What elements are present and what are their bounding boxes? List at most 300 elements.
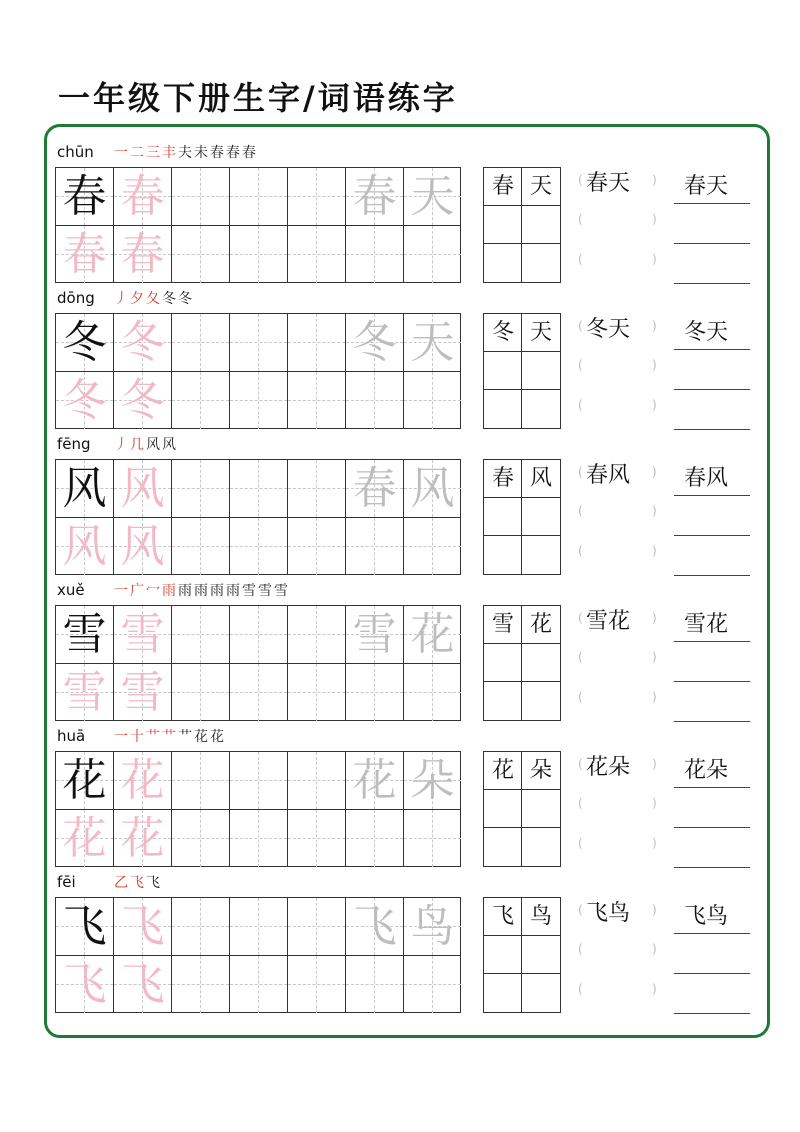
writing-cell[interactable] (172, 810, 230, 867)
word-cell[interactable] (522, 206, 560, 244)
stroke-step: 丿 (114, 291, 130, 307)
close-paren: ) (652, 836, 657, 850)
stroke-step: 几 (130, 437, 146, 453)
writing-cell[interactable] (172, 606, 230, 664)
writing-cell[interactable] (346, 460, 404, 518)
close-paren: ) (652, 757, 657, 771)
practice-row-3 (0, 581, 800, 727)
underlined-word: 冬天 (684, 320, 729, 345)
close-paren: ) (652, 212, 657, 226)
trace-character: 风 (120, 463, 165, 514)
writing-line[interactable] (674, 495, 750, 496)
open-paren: ( (578, 212, 583, 226)
trace-character: 风 (120, 521, 165, 572)
writing-cell[interactable] (114, 460, 172, 518)
stroke-step: 冬 (178, 291, 194, 307)
word-box-character: 春 (491, 466, 514, 491)
open-paren: ( (578, 465, 583, 479)
writing-cell[interactable] (56, 168, 114, 226)
writing-cell[interactable] (230, 314, 288, 372)
trace-character: 飞 (62, 959, 107, 1010)
stroke-step: 未 (194, 145, 210, 161)
practice-row-4 (0, 727, 800, 873)
writing-cell[interactable] (114, 168, 172, 226)
close-paren: ) (652, 173, 657, 187)
stroke-step: 雨 (210, 583, 226, 599)
stroke-step: 冖 (146, 583, 162, 599)
pinyin-label: huā (57, 727, 86, 745)
stroke-step: 二 (130, 145, 146, 161)
writing-cell[interactable] (288, 664, 346, 721)
trace-character: 花 (120, 813, 165, 864)
writing-line[interactable] (674, 867, 750, 868)
writing-cell[interactable] (288, 898, 346, 956)
writing-cell[interactable] (346, 226, 404, 283)
writing-cell[interactable] (230, 518, 288, 575)
page-title: 一年级下册生字/词语练字 (58, 79, 458, 117)
word-cell[interactable] (484, 498, 522, 536)
writing-line[interactable] (674, 827, 750, 828)
writing-line[interactable] (674, 389, 750, 390)
word-cell[interactable] (484, 390, 522, 428)
writing-line[interactable] (674, 243, 750, 244)
underlined-word: 春风 (684, 466, 729, 491)
word-cell[interactable] (522, 974, 560, 1012)
writing-cell[interactable] (114, 372, 172, 429)
close-paren: ) (652, 358, 657, 372)
writing-line[interactable] (674, 681, 750, 682)
writing-cell[interactable] (56, 898, 114, 956)
trace-character: 花 (120, 755, 165, 806)
word-trace-character: 花 (352, 755, 397, 806)
writing-line[interactable] (674, 429, 750, 430)
writing-cell[interactable] (114, 314, 172, 372)
word-cell[interactable] (522, 498, 560, 536)
writing-cell[interactable] (404, 898, 461, 956)
close-paren: ) (652, 611, 657, 625)
close-paren: ) (652, 504, 657, 518)
stroke-step: 飞 (146, 875, 162, 891)
stroke-step: 丰 (162, 145, 178, 161)
stroke-step: 一 (114, 145, 130, 161)
stroke-step: 一 (114, 729, 130, 745)
writing-cell[interactable] (56, 664, 114, 721)
bracket-word: 飞鸟 (586, 901, 631, 926)
writing-cell[interactable] (288, 314, 346, 372)
pinyin-label: dōng (57, 289, 95, 307)
word-box-character: 鸟 (529, 904, 552, 929)
underlined-word: 春天 (684, 174, 729, 199)
stroke-step: 雨 (226, 583, 242, 599)
word-trace-character: 飞 (352, 901, 397, 952)
writing-line[interactable] (674, 721, 750, 722)
writing-cell[interactable] (404, 460, 461, 518)
writing-cell[interactable] (172, 168, 230, 226)
trace-character: 春 (120, 229, 165, 280)
word-cell[interactable] (484, 752, 522, 790)
bracket-word: 雪花 (586, 609, 631, 634)
writing-line[interactable] (674, 203, 750, 204)
writing-cell[interactable] (404, 314, 461, 372)
writing-cell[interactable] (230, 956, 288, 1013)
word-box-character: 飞 (491, 904, 514, 929)
writing-cell[interactable] (172, 752, 230, 810)
word-cell[interactable] (484, 606, 522, 644)
writing-line[interactable] (674, 283, 750, 284)
word-cell[interactable] (522, 828, 560, 866)
writing-cell[interactable] (288, 226, 346, 283)
word-box-character: 朵 (529, 758, 552, 783)
writing-cell[interactable] (230, 898, 288, 956)
stroke-step: 艹 (162, 729, 178, 745)
open-paren: ( (578, 942, 583, 956)
stroke-step: 雪 (274, 583, 290, 599)
writing-cell[interactable] (404, 606, 461, 664)
writing-cell[interactable] (114, 810, 172, 867)
character-grid (55, 459, 461, 575)
writing-cell[interactable] (346, 314, 404, 372)
model-character: 飞 (62, 901, 107, 952)
writing-cell[interactable] (56, 372, 114, 429)
underlined-word: 飞鸟 (684, 904, 729, 929)
word-trace-character: 朵 (410, 755, 455, 806)
trace-character: 春 (62, 229, 107, 280)
writing-cell[interactable] (346, 518, 404, 575)
writing-cell[interactable] (172, 460, 230, 518)
writing-cell[interactable] (346, 664, 404, 721)
open-paren: ( (578, 690, 583, 704)
word-cell[interactable] (484, 352, 522, 390)
writing-cell[interactable] (56, 606, 114, 664)
open-paren: ( (578, 252, 583, 266)
close-paren: ) (652, 465, 657, 479)
writing-cell[interactable] (56, 518, 114, 575)
word-box (483, 605, 561, 721)
stroke-step: 广 (130, 583, 146, 599)
stroke-step: 夕 (130, 291, 146, 307)
stroke-step: 雨 (178, 583, 194, 599)
stroke-step: 花 (210, 729, 226, 745)
word-cell[interactable] (484, 206, 522, 244)
word-cell[interactable] (522, 352, 560, 390)
stroke-step: 花 (194, 729, 210, 745)
underlined-word: 雪花 (684, 612, 729, 637)
word-box-character: 风 (529, 466, 552, 491)
writing-cell[interactable] (230, 460, 288, 518)
writing-cell[interactable] (172, 518, 230, 575)
model-character: 风 (62, 463, 107, 514)
open-paren: ( (578, 504, 583, 518)
pinyin-label: fēng (57, 435, 91, 453)
close-paren: ) (652, 796, 657, 810)
open-paren: ( (578, 358, 583, 372)
writing-cell[interactable] (288, 956, 346, 1013)
word-trace-character: 春 (352, 171, 397, 222)
open-paren: ( (578, 982, 583, 996)
model-character: 春 (62, 171, 107, 222)
open-paren: ( (578, 903, 583, 917)
word-box-character: 春 (491, 174, 514, 199)
writing-cell[interactable] (56, 314, 114, 372)
word-cell[interactable] (484, 828, 522, 866)
open-paren: ( (578, 611, 583, 625)
writing-line[interactable] (674, 575, 750, 576)
word-cell[interactable] (484, 244, 522, 282)
writing-line[interactable] (674, 973, 750, 974)
writing-cell[interactable] (114, 518, 172, 575)
writing-cell[interactable] (230, 606, 288, 664)
word-cell[interactable] (522, 168, 560, 206)
practice-row-0 (0, 143, 800, 289)
word-box-character: 冬 (491, 320, 514, 345)
trace-character: 飞 (120, 901, 165, 952)
word-box-character: 天 (529, 320, 552, 345)
stroke-step: 春 (226, 145, 242, 161)
writing-cell[interactable] (56, 226, 114, 283)
character-grid (55, 313, 461, 429)
word-box-character: 花 (491, 758, 514, 783)
word-trace-character: 雪 (352, 609, 397, 660)
word-cell[interactable] (522, 752, 560, 790)
word-trace-character: 风 (410, 463, 455, 514)
stroke-step: 风 (162, 437, 178, 453)
stroke-order (114, 581, 290, 601)
writing-cell[interactable] (288, 460, 346, 518)
writing-cell[interactable] (172, 372, 230, 429)
word-cell[interactable] (484, 974, 522, 1012)
stroke-step: 飞 (130, 875, 146, 891)
word-trace-character: 冬 (352, 317, 397, 368)
close-paren: ) (652, 982, 657, 996)
writing-cell[interactable] (114, 664, 172, 721)
writing-cell[interactable] (346, 606, 404, 664)
character-grid (55, 167, 461, 283)
stroke-step: 风 (146, 437, 162, 453)
stroke-step: 艹 (146, 729, 162, 745)
open-paren: ( (578, 796, 583, 810)
word-box (483, 167, 561, 283)
bracket-word: 春风 (586, 463, 631, 488)
writing-cell[interactable] (114, 606, 172, 664)
word-box-character: 雪 (491, 612, 514, 637)
trace-character: 雪 (62, 667, 107, 718)
model-character: 雪 (62, 609, 107, 660)
word-trace-character: 花 (410, 609, 455, 660)
word-trace-character: 鸟 (410, 901, 455, 952)
writing-cell[interactable] (288, 810, 346, 867)
word-cell[interactable] (522, 460, 560, 498)
writing-cell[interactable] (346, 956, 404, 1013)
practice-row-2 (0, 435, 800, 581)
writing-cell[interactable] (172, 314, 230, 372)
practice-row-5 (0, 873, 800, 1019)
writing-cell[interactable] (114, 956, 172, 1013)
stroke-order (114, 435, 178, 455)
stroke-step: 夂 (146, 291, 162, 307)
stroke-step: 一 (114, 583, 130, 599)
close-paren: ) (652, 942, 657, 956)
stroke-order (114, 873, 162, 893)
trace-character: 风 (62, 521, 107, 572)
model-character: 冬 (62, 317, 107, 368)
stroke-order (114, 727, 226, 747)
writing-line[interactable] (674, 933, 750, 934)
writing-cell[interactable] (404, 752, 461, 810)
writing-cell[interactable] (56, 956, 114, 1013)
writing-cell[interactable] (346, 810, 404, 867)
writing-cell[interactable] (404, 664, 461, 721)
close-paren: ) (652, 252, 657, 266)
trace-character: 花 (62, 813, 107, 864)
bracket-word: 冬天 (586, 317, 631, 342)
trace-character: 冬 (120, 317, 165, 368)
writing-line[interactable] (674, 535, 750, 536)
stroke-step: 艹 (178, 729, 194, 745)
close-paren: ) (652, 690, 657, 704)
word-trace-character: 天 (410, 317, 455, 368)
trace-character: 春 (120, 171, 165, 222)
word-trace-character: 天 (410, 171, 455, 222)
open-paren: ( (578, 398, 583, 412)
word-cell[interactable] (484, 536, 522, 574)
writing-cell[interactable] (230, 168, 288, 226)
character-grid (55, 751, 461, 867)
word-cell[interactable] (484, 898, 522, 936)
close-paren: ) (652, 650, 657, 664)
writing-cell[interactable] (288, 372, 346, 429)
close-paren: ) (652, 903, 657, 917)
word-cell[interactable] (522, 244, 560, 282)
trace-character: 冬 (62, 375, 107, 426)
writing-cell[interactable] (288, 168, 346, 226)
writing-line[interactable] (674, 787, 750, 788)
word-trace-character: 春 (352, 463, 397, 514)
writing-cell[interactable] (114, 898, 172, 956)
writing-cell[interactable] (172, 664, 230, 721)
writing-line[interactable] (674, 1013, 750, 1014)
word-cell[interactable] (484, 790, 522, 828)
trace-character: 雪 (120, 609, 165, 660)
open-paren: ( (578, 836, 583, 850)
bracket-word: 春天 (586, 171, 631, 196)
word-cell[interactable] (484, 314, 522, 352)
close-paren: ) (652, 398, 657, 412)
stroke-step: 雨 (162, 583, 178, 599)
pinyin-label: chūn (57, 143, 94, 161)
writing-line[interactable] (674, 349, 750, 350)
stroke-step: 春 (210, 145, 226, 161)
writing-cell[interactable] (288, 606, 346, 664)
word-box-character: 天 (529, 174, 552, 199)
character-grid (55, 605, 461, 721)
word-cell[interactable] (522, 682, 560, 720)
writing-cell[interactable] (56, 752, 114, 810)
writing-cell[interactable] (404, 226, 461, 283)
pinyin-label: fēi (57, 873, 76, 891)
writing-cell[interactable] (288, 518, 346, 575)
word-box (483, 459, 561, 575)
word-cell[interactable] (484, 682, 522, 720)
word-cell[interactable] (522, 606, 560, 644)
writing-cell[interactable] (346, 372, 404, 429)
writing-cell[interactable] (404, 372, 461, 429)
model-character: 花 (62, 755, 107, 806)
word-box (483, 313, 561, 429)
trace-character: 冬 (120, 375, 165, 426)
underlined-word: 花朵 (684, 758, 729, 783)
trace-character: 雪 (120, 667, 165, 718)
word-box (483, 751, 561, 867)
writing-cell[interactable] (230, 226, 288, 283)
word-cell[interactable] (484, 936, 522, 974)
writing-cell[interactable] (346, 168, 404, 226)
stroke-step: 雪 (258, 583, 274, 599)
writing-cell[interactable] (346, 898, 404, 956)
stroke-step: 三 (146, 145, 162, 161)
open-paren: ( (578, 757, 583, 771)
close-paren: ) (652, 319, 657, 333)
writing-cell[interactable] (230, 810, 288, 867)
word-cell[interactable] (522, 390, 560, 428)
writing-cell[interactable] (404, 518, 461, 575)
writing-cell[interactable] (404, 168, 461, 226)
writing-cell[interactable] (56, 460, 114, 518)
character-grid (55, 897, 461, 1013)
word-box-character: 花 (529, 612, 552, 637)
writing-cell[interactable] (230, 664, 288, 721)
stroke-order (114, 143, 258, 163)
writing-cell[interactable] (172, 956, 230, 1013)
writing-cell[interactable] (404, 956, 461, 1013)
writing-cell[interactable] (114, 752, 172, 810)
writing-cell[interactable] (172, 226, 230, 283)
word-cell[interactable] (484, 644, 522, 682)
close-paren: ) (652, 544, 657, 558)
trace-character: 飞 (120, 959, 165, 1010)
writing-cell[interactable] (230, 752, 288, 810)
writing-cell[interactable] (230, 372, 288, 429)
word-cell[interactable] (522, 790, 560, 828)
word-cell[interactable] (522, 898, 560, 936)
writing-cell[interactable] (288, 752, 346, 810)
open-paren: ( (578, 319, 583, 333)
word-cell[interactable] (522, 536, 560, 574)
word-cell[interactable] (522, 936, 560, 974)
word-cell[interactable] (522, 314, 560, 352)
bracket-word: 花朵 (586, 755, 631, 780)
writing-line[interactable] (674, 641, 750, 642)
pinyin-label: xuě (57, 581, 85, 599)
writing-cell[interactable] (56, 810, 114, 867)
writing-cell[interactable] (114, 226, 172, 283)
stroke-step: 春 (242, 145, 258, 161)
word-cell[interactable] (484, 460, 522, 498)
stroke-step: 丿 (114, 437, 130, 453)
stroke-step: 雪 (242, 583, 258, 599)
stroke-step: 乙 (114, 875, 130, 891)
stroke-order (114, 289, 194, 309)
writing-cell[interactable] (172, 898, 230, 956)
writing-cell[interactable] (404, 810, 461, 867)
word-cell[interactable] (522, 644, 560, 682)
stroke-step: 冬 (162, 291, 178, 307)
practice-row-1 (0, 289, 800, 435)
word-cell[interactable] (484, 168, 522, 206)
writing-cell[interactable] (346, 752, 404, 810)
word-box (483, 897, 561, 1013)
open-paren: ( (578, 650, 583, 664)
stroke-step: 夫 (178, 145, 194, 161)
